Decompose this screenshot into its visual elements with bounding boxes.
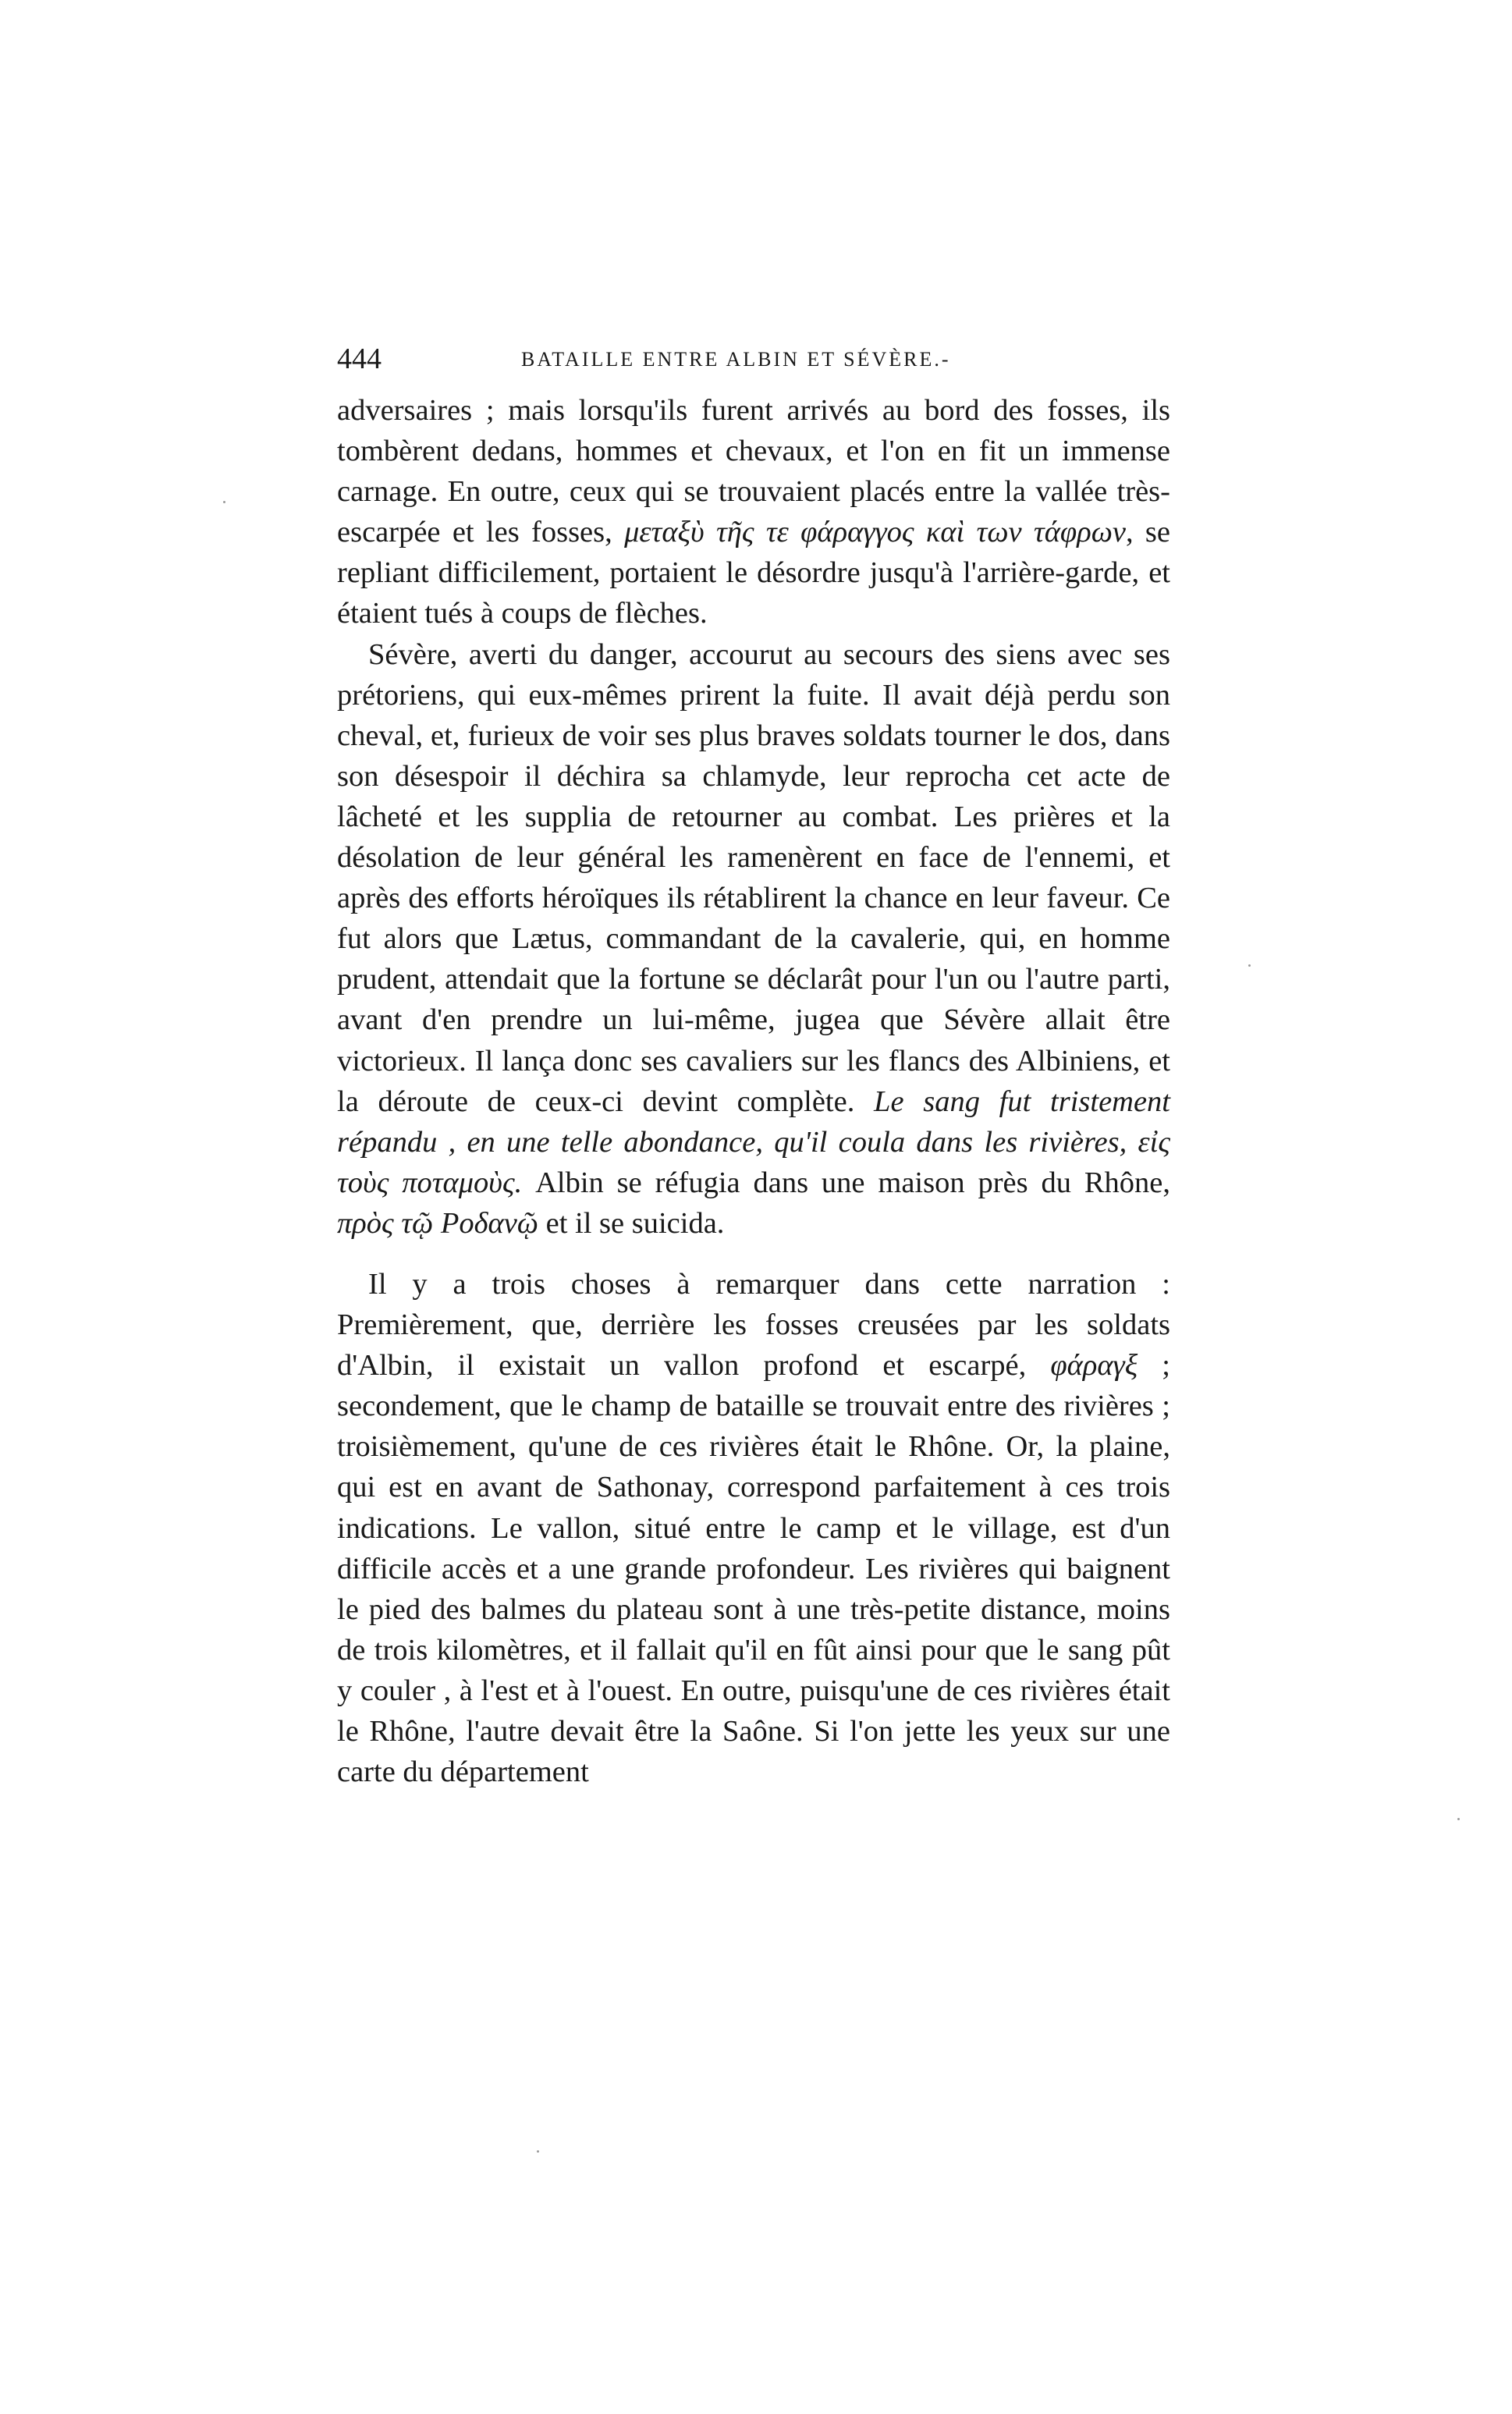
paper-speck: [1457, 1818, 1460, 1820]
italic-quote: Le sang fut tristement répandu , en une telle abondance, qu'il coula dans les rivières,: [337, 1085, 1170, 1159]
paper-speck: [537, 2150, 539, 2153]
paper-speck: [223, 501, 225, 503]
text-segment: Il y a trois choses à remarquer dans cette narration : Premièrement, que, derrière les fosses creusées par les soldats d'Albin, il existait un vallon profond et escarpé,: [337, 1267, 1170, 1383]
paper-speck: [1248, 964, 1251, 967]
paragraph-1: [337, 390, 1170, 634]
greek-quote: πρὸς τῷ Ροδανῷ: [337, 1206, 538, 1240]
greek-quote: εἰς τοὺς ποταμοὺς.: [337, 1125, 1171, 1199]
text-segment: et il se suicida.: [538, 1206, 725, 1240]
paragraph-2: [337, 634, 1170, 1244]
text-segment: Sévère, averti du danger, accourut au secours des siens avec ses prétoriens, qui eux-mêmes prirent la fuite. Il avait déjà perdu son cheval, et, furieux de voir ses plus braves soldats tourner le dos, dans son désespoir il déchira sa chlamyde, leur reprocha cet acte de lâcheté et les supplia de retourner au combat. Les prières et la désolation de leur général les ramenèrent en face de l'ennemi, et après des efforts héroïques ils rétablirent la chance en leur faveur. Ce fut alors que Lætus, commandant de la cavalerie, qui, en homme prudent, attendait que la fortune se déclarât pour l'un ou l'autre parti, avant d'en prendre un lui-même, jugea que Sévère allait être victorieux. Il lança donc ses cavaliers sur les flancs des Albiniens, et la déroute de ceux-ci devint complète.: [337, 637, 1170, 1118]
greek-quote: φάραγξ: [1050, 1349, 1138, 1383]
text-segment: , se repliant difficilement, portaient le désordre jusqu'à l'arrière-garde, et étaient tués à coups de flèches.: [337, 516, 1170, 630]
text-segment: [1127, 1126, 1138, 1159]
text-segment: adversaires ; mais lorsqu'ils furent arrivés au bord des fosses, ils tombèrent dedans, hommes et chevaux, et l'on en fit un immense carnage. En outre, ceux qui se trouvaient placés entre la vallée très-escarpée et les fosses,: [337, 394, 1170, 549]
greek-quote: μεταξὺ τῆς τε φάραγγος καὶ των τάφρων: [624, 516, 1126, 549]
body-text: [337, 390, 1170, 1792]
page-number: 444: [337, 343, 382, 375]
page-header: [337, 342, 1195, 389]
paragraph-3: [337, 1264, 1170, 1792]
running-head: BATAILLE ENTRE ALBIN ET SÉVÈRE.-: [521, 348, 951, 371]
text-segment: ; secondement, que le champ de bataille se trouvait entre des rivières ; troisièmement, qu'une de ces rivières était le Rhône. Or, la plaine, qui est en avant de Sathonay, correspond parfaitement à ces trois indications. Le vallon, situé entre le camp et le village, est d'un difficile accès et a une grande profondeur. Les rivières qui baignent le pied des balmes du plateau sont à une très-petite distance, moins de trois kilomètres, et il fallait qu'il en fût ainsi pour que le sang pût y couler , à l'est et à l'ouest. En outre, puisqu'une de ces rivières était le Rhône, l'autre devait être la Saône. Si l'on jette les yeux sur une carte du département: [337, 1349, 1170, 1789]
text-segment: Albin se réfugia dans une maison près du Rhône,: [522, 1166, 1170, 1199]
